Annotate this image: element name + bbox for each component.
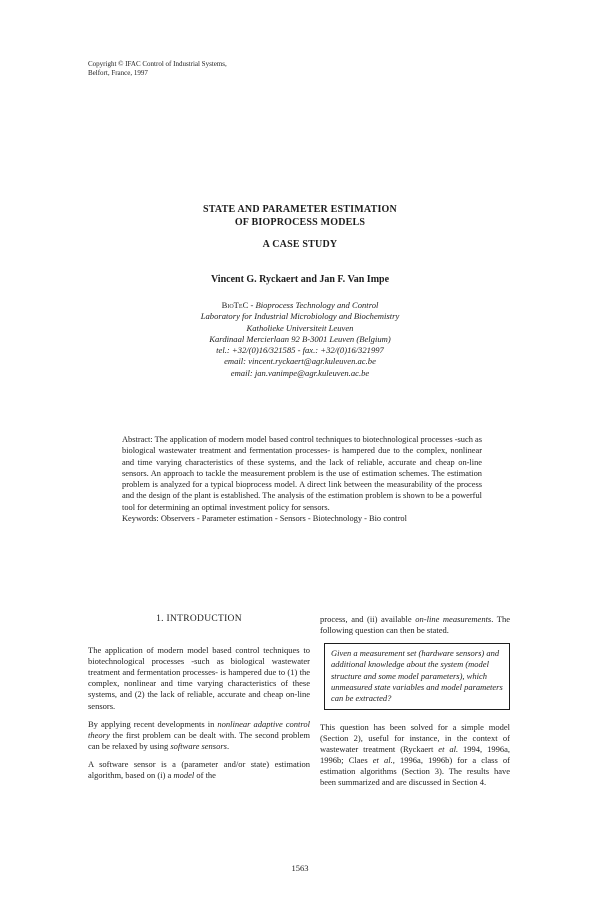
emphasis: on-line measurements — [415, 614, 492, 624]
title-line-1: STATE AND PARAMETER ESTIMATION — [203, 204, 397, 215]
emphasis: nonlinear adaptive control theory — [88, 718, 311, 740]
text-span: process, and (ii) available — [320, 614, 416, 624]
affiliation-block — [0, 300, 600, 379]
keywords-text: Observers - Parameter estimation - Sensors - Biotechnology - Bio control — [160, 514, 407, 524]
affiliation-phone: tel.: +32/(0)16/321585 - fax.: +32/(0)16/321997 — [216, 345, 384, 356]
emphasis: et al. — [372, 754, 393, 765]
emphasis: software sensors — [170, 740, 227, 751]
paper-title — [0, 204, 600, 229]
affiliation-email-2: email: jan.vanimpe@agr.kuleuven.ac.be — [230, 367, 370, 378]
intro-paragraph-1: The application of modern model based control techniques to biotechnological processes -such as biological wastewater treatment and fermentation processes- is hampered due to (1) the complex, nonlinear and time varying characteristics of these systems, and (2) the lack of reliable, accurate and cheap on-line sensors. — [88, 645, 310, 711]
abstract-text: The application of modern model based control techniques to biotechnological processes -such as biological wastewater treatment and fermentation processes- is hampered due to the complex, nonlinear and time varying characteristics of these systems, and the lack of reliable, accurate and cheap on-line sensors. An approach to tackle the measurement problem is the use of estimation schemes. The estimation problem is analyzed for a typical bioprocess model. A direct link between the measurability of the process and the design of the plant is established. The analysis of the estimation problem is shown to be a powerful tool for determining an optimal investment policy for sensors. — [122, 435, 482, 512]
section-heading-introduction: 1. INTRODUCTION — [156, 614, 242, 624]
right-paragraph-1 — [320, 614, 510, 636]
emphasis: et al. — [438, 743, 459, 754]
right-column — [320, 614, 510, 795]
abstract — [122, 434, 482, 524]
abstract-body — [122, 434, 482, 513]
paper-subtitle: A CASE STUDY — [262, 239, 338, 250]
text-span: . — [226, 740, 230, 751]
text-span: This question has been solved for a simple model (Section 2), useful for instance, in the context of wastewater treatment (Ryckaert — [320, 721, 510, 754]
affiliation-address: Kardinaal Mercierlaan 92 B-3001 Leuven (Belgium) — [209, 333, 391, 344]
right-paragraph-2 — [320, 722, 510, 789]
org-rest: - Bioprocess Technology and Control — [248, 300, 379, 310]
copyright-line-2: Belfort, France, 1997 — [88, 69, 148, 77]
page-number: 1563 — [291, 863, 309, 873]
text-span: , 1996a, 1996b) for a class of estimation algorithms (Section 3). The results have been summarized and are discussed in Section 4. — [320, 754, 511, 788]
text-span: By applying recent developments in — [88, 718, 218, 729]
title-line-2: OF BIOPROCESS MODELS — [234, 216, 366, 228]
text-span: of the — [194, 770, 216, 781]
text-span: 1994, 1996a, 1996b; Claes — [320, 743, 510, 765]
affiliation-org — [0, 300, 600, 311]
intro-paragraph-2 — [88, 719, 310, 752]
copyright-notice — [88, 60, 227, 78]
affiliation-university: Katholieke Universiteit Leuven — [246, 322, 354, 333]
affiliation-lab: Laboratory for Industrial Microbiology and Biochemistry — [200, 311, 400, 322]
intro-paragraph-3 — [88, 759, 310, 781]
emphasis: model — [173, 770, 195, 781]
affiliation-email-1: email: vincent.ryckaert@agr.kuleuven.ac.be — [224, 356, 376, 367]
keywords-label: Keywords: — [122, 514, 159, 524]
copyright-line-1: Copyright © IFAC Control of Industrial Systems, — [88, 60, 227, 68]
keywords — [122, 513, 482, 524]
left-column — [88, 614, 310, 788]
text-span: the first problem can be dealt with. The second problem can be relaxed by using — [88, 729, 310, 751]
org-short: BioTeC — [221, 300, 249, 310]
authors: Vincent G. Ryckaert and Jan F. Van Impe — [210, 274, 390, 285]
question-box: Given a measurement set (hardware sensors) and additional knowledge about the system (model structure and some model parameters), which unmeasured state variables and model parameters can be extracted? — [324, 643, 510, 709]
text-span: . The following question can then be stated. — [320, 614, 510, 636]
abstract-label: Abstract: — [122, 435, 153, 444]
text-span: A software sensor is a (parameter and/or state) estimation algorithm, based on (i) a — [88, 758, 310, 781]
